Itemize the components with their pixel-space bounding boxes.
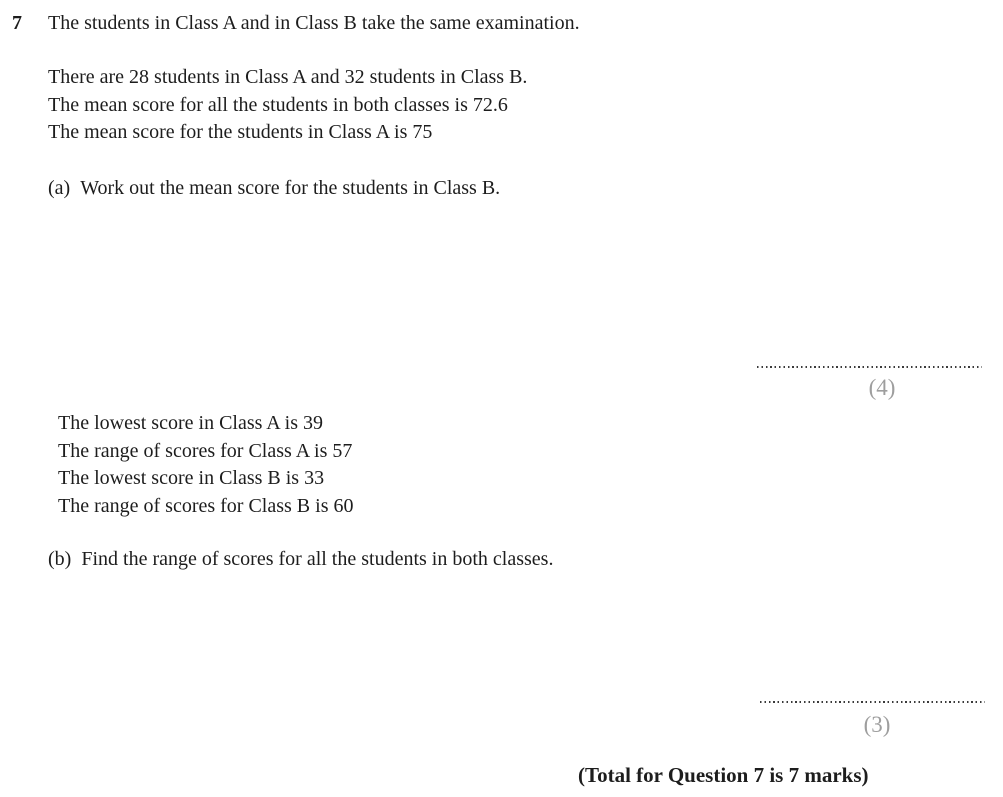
part-b [48, 546, 553, 574]
part-a [48, 175, 500, 203]
fact-line: The range of scores for Class B is 60 [58, 494, 354, 517]
question-number: 7 [12, 12, 22, 34]
facts-block-2 [58, 410, 354, 520]
answer-dotted-line-a [757, 366, 982, 368]
facts-block-1 [48, 64, 527, 147]
fact-line: The range of scores for Class A is 57 [58, 439, 353, 462]
part-b-label: (b) [48, 548, 72, 570]
question-intro: The students in Class A and in Class B take the same examination. [48, 12, 580, 34]
marks-b: (3) [863, 712, 891, 737]
total-marks-line: (Total for Question 7 is 7 marks) [578, 763, 869, 787]
fact-line: The mean score for the students in Class A is 75 [48, 121, 433, 143]
part-b-text: Find the range of scores for all the students in both classes. [81, 548, 554, 570]
fact-line: The mean score for all the students in both classes is 72.6 [48, 93, 508, 116]
answer-dotted-line-b [760, 701, 985, 703]
fact-line: The lowest score in Class A is 39 [58, 412, 323, 434]
marks-a: (4) [868, 375, 896, 400]
part-a-label: (a) [48, 177, 71, 199]
part-a-text: Work out the mean score for the students in Class B. [80, 177, 501, 199]
fact-line: The lowest score in Class B is 33 [58, 467, 325, 489]
fact-line: There are 28 students in Class A and 32 students in Class B. [48, 66, 528, 88]
